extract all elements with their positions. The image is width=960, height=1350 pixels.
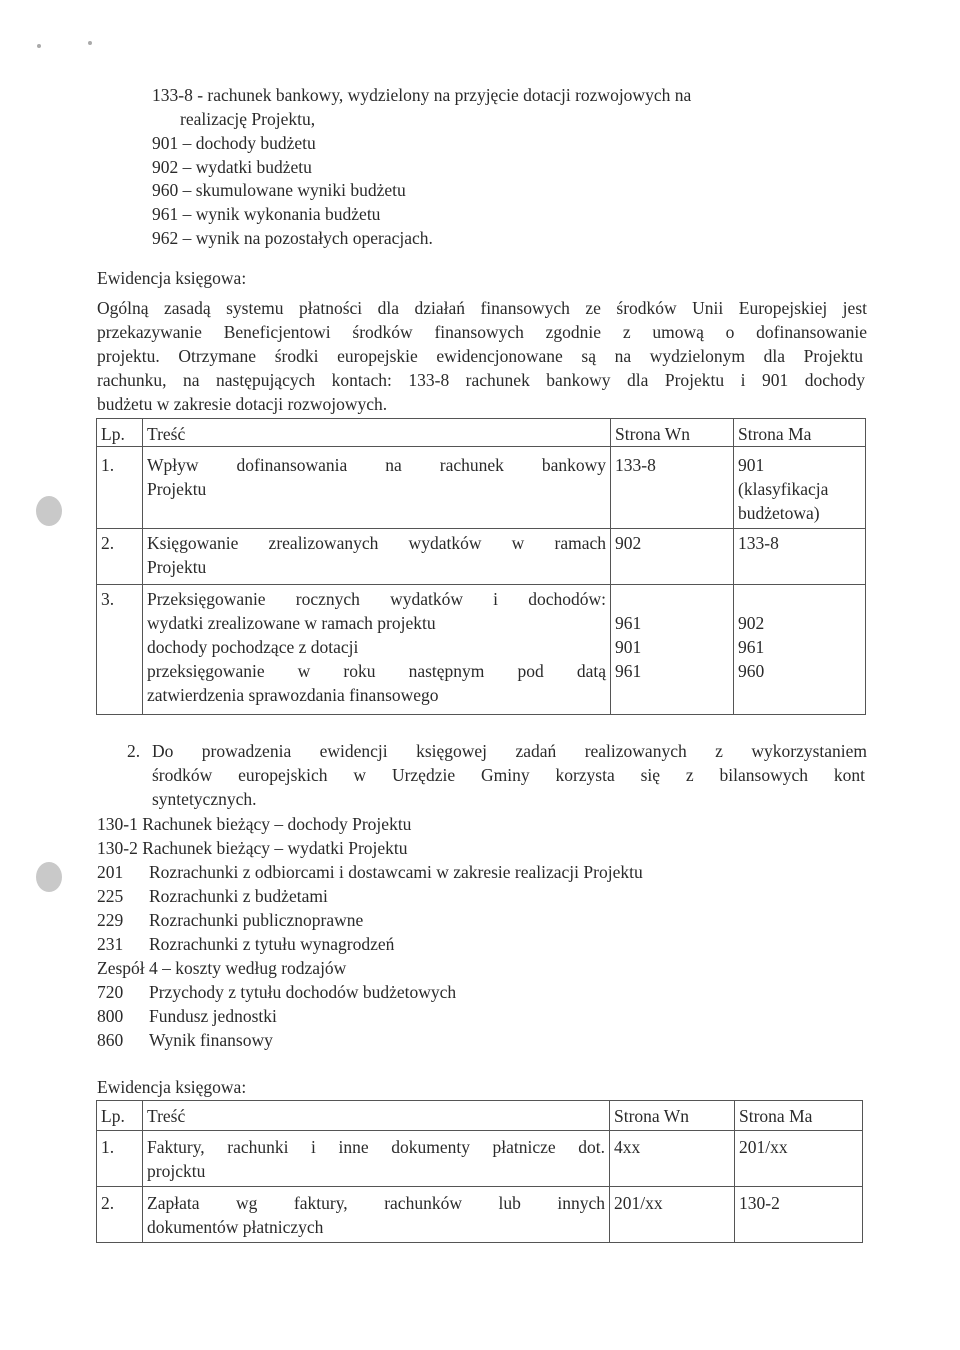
cell-text-line: 901: [738, 455, 765, 475]
cell-text-line: 201/xx: [739, 1137, 788, 1157]
ledger-table-1: [96, 418, 866, 715]
table-header-row: [97, 419, 866, 447]
cell-tresc: [143, 1187, 610, 1243]
account-code: 201: [97, 862, 124, 882]
cell-strona-wn: [611, 447, 734, 529]
cell-text-line: dochody pochodzące z dotacji: [147, 637, 359, 657]
punch-hole: [36, 496, 62, 526]
cell-text-line: 960: [738, 661, 765, 681]
account-name: Rozrachunki z odbiorcami i dostawcami w zakresie realizacji Projektu: [149, 862, 643, 882]
evidence-heading: Ewidencja księgowa:: [97, 1077, 247, 1097]
header-tresc: Treść: [143, 419, 611, 447]
table-header-row: [97, 1101, 863, 1131]
account-code: 225: [97, 886, 124, 906]
table-row: [97, 1131, 863, 1187]
code-line: 901 – dochody budżetu: [152, 133, 316, 153]
account-name: Rachunek bieżący – dochody Projektu: [142, 814, 412, 834]
code-line: 133-8 - rachunek bankowy, wydzielony na przyjęcie dotacji rozwojowych na: [152, 85, 692, 105]
header-lp: Lp.: [97, 419, 143, 447]
code-line: realizację Projektu,: [180, 109, 316, 129]
point-line: syntetycznych.: [152, 789, 257, 809]
cell-text-line: projcktu: [147, 1161, 206, 1181]
cell-lp: 2.: [97, 1187, 143, 1243]
header-strona-ma: Strona Ma: [735, 1101, 863, 1131]
cell-text-line: Zapłata wg faktury, rachunków lub innych: [147, 1193, 605, 1213]
account-name: Rachunek bieżący – wydatki Projektu: [142, 838, 408, 858]
header-strona-wn: Strona Wn: [610, 1101, 735, 1131]
cell-text-line: dokumentów płatniczych: [147, 1217, 324, 1237]
cell-text-line: [738, 587, 861, 611]
cell-strona-wn: [610, 1131, 735, 1187]
account-code: 860: [97, 1030, 124, 1050]
table-row: [97, 585, 866, 715]
cell-text-line: przeksięgowanie w roku następnym pod datą: [147, 661, 606, 681]
cell-strona-ma: [734, 585, 866, 715]
code-line: 960 – skumulowane wyniki budżetu: [152, 180, 406, 200]
cell-text-line: 901: [615, 637, 642, 657]
paragraph-line: projektu. Otrzymane środki europejskie ewidencjonowane są na wydzielonym dla Projektu: [97, 346, 863, 366]
table-row: [97, 529, 866, 585]
cell-lp: 1.: [97, 447, 143, 529]
cell-tresc: [143, 447, 611, 529]
cell-text-line: zatwierdzenia sprawozdania finansowego: [147, 685, 439, 705]
cell-lp: 2.: [97, 529, 143, 585]
scan-dot: [88, 41, 92, 45]
cell-text-line: Wpływ dofinansowania na rachunek bankowy: [147, 455, 606, 475]
account-name: Rozrachunki z budżetami: [149, 886, 328, 906]
account-row: [97, 836, 408, 860]
account-name: Zespół 4 – koszty według rodzajów: [97, 958, 347, 978]
paragraph-line: przekazywanie Beneficjentowi środków finansowych zgodnie z umową o dofinansowanie: [97, 322, 867, 342]
punch-hole: [36, 862, 62, 892]
cell-strona-ma: [734, 529, 866, 585]
cell-strona-ma: [735, 1187, 863, 1243]
cell-strona-ma: [735, 1131, 863, 1187]
account-code: 229: [97, 910, 124, 930]
point-number: 2.: [127, 741, 141, 761]
paragraph-line: budżetu w zakresie dotacji rozwojowych.: [97, 394, 388, 414]
account-name: Przychody z tytułu dochodów budżetowych: [149, 982, 457, 1002]
code-line: 962 – wynik na pozostałych operacjach.: [152, 228, 433, 248]
table-row: [97, 447, 866, 529]
cell-lp: 1.: [97, 1131, 143, 1187]
cell-strona-wn: [611, 585, 734, 715]
cell-text-line: Projektu: [147, 557, 207, 577]
account-code: 231: [97, 934, 124, 954]
paragraph-line: rachunku, na następujących kontach: 133-8 rachunek bankowy dla Projektu i 901 dochody: [97, 370, 865, 390]
cell-text-line: 961: [615, 613, 642, 633]
cell-tresc: [143, 1131, 610, 1187]
cell-text-line: 4xx: [614, 1137, 641, 1157]
account-code: 720: [97, 982, 124, 1002]
scan-dot: [37, 44, 41, 48]
code-line: 961 – wynik wykonania budżetu: [152, 204, 381, 224]
cell-text-line: 961: [738, 637, 765, 657]
table-row: [97, 1187, 863, 1243]
header-strona-wn: Strona Wn: [611, 419, 734, 447]
account-name: Rozrachunki z tytułu wynagrodzeń: [149, 934, 395, 954]
cell-text-line: Księgowanie zrealizowanych wydatków w ramach: [147, 533, 606, 553]
cell-text-line: (klasyfikacja: [738, 479, 829, 499]
cell-text-line: 130-2: [739, 1193, 780, 1213]
cell-text-line: Projektu: [147, 479, 207, 499]
cell-text-line: budżetowa): [738, 503, 820, 523]
account-row: [97, 812, 411, 836]
account-code: 800: [97, 1006, 124, 1026]
cell-text-line: Przeksięgowanie rocznych wydatków i dochodów:: [147, 589, 606, 609]
header-lp: Lp.: [97, 1101, 143, 1131]
cell-text-line: 961: [615, 661, 642, 681]
cell-text-line: [615, 587, 729, 611]
evidence-heading: Ewidencja księgowa:: [97, 268, 247, 288]
cell-text-line: Faktury, rachunki i inne dokumenty płatnicze dot.: [147, 1137, 605, 1157]
point-line: środków europejskich w Urzędzie Gminy korzysta się z bilansowych kont: [152, 765, 865, 785]
cell-text-line: 902: [615, 533, 642, 553]
cell-strona-wn: [610, 1187, 735, 1243]
ledger-table-2: [96, 1100, 863, 1243]
account-name: Rozrachunki publicznoprawne: [149, 910, 364, 930]
cell-strona-wn: [611, 529, 734, 585]
account-code: 130-1: [97, 814, 138, 834]
account-name: Fundusz jednostki: [149, 1006, 277, 1026]
cell-lp: 3.: [97, 585, 143, 715]
account-name: Wynik finansowy: [149, 1030, 273, 1050]
cell-text-line: 902: [738, 613, 765, 633]
header-tresc: Treść: [143, 1101, 610, 1131]
header-strona-ma: Strona Ma: [734, 419, 866, 447]
cell-text-line: wydatki zrealizowane w ramach projektu: [147, 613, 436, 633]
cell-strona-ma: [734, 447, 866, 529]
point-line: Do prowadzenia ewidencji księgowej zadań realizowanych z wykorzystaniem: [152, 741, 867, 761]
account-code: 130-2: [97, 838, 138, 858]
cell-tresc: [143, 529, 611, 585]
cell-text-line: 133-8: [615, 455, 656, 475]
code-line: 902 – wydatki budżetu: [152, 157, 312, 177]
cell-text-line: 133-8: [738, 533, 779, 553]
cell-text-line: 201/xx: [614, 1193, 663, 1213]
cell-tresc: [143, 585, 611, 715]
paragraph-line: Ogólną zasadą systemu płatności dla działań finansowych ze środków Unii Europejskiej jest: [97, 298, 867, 318]
